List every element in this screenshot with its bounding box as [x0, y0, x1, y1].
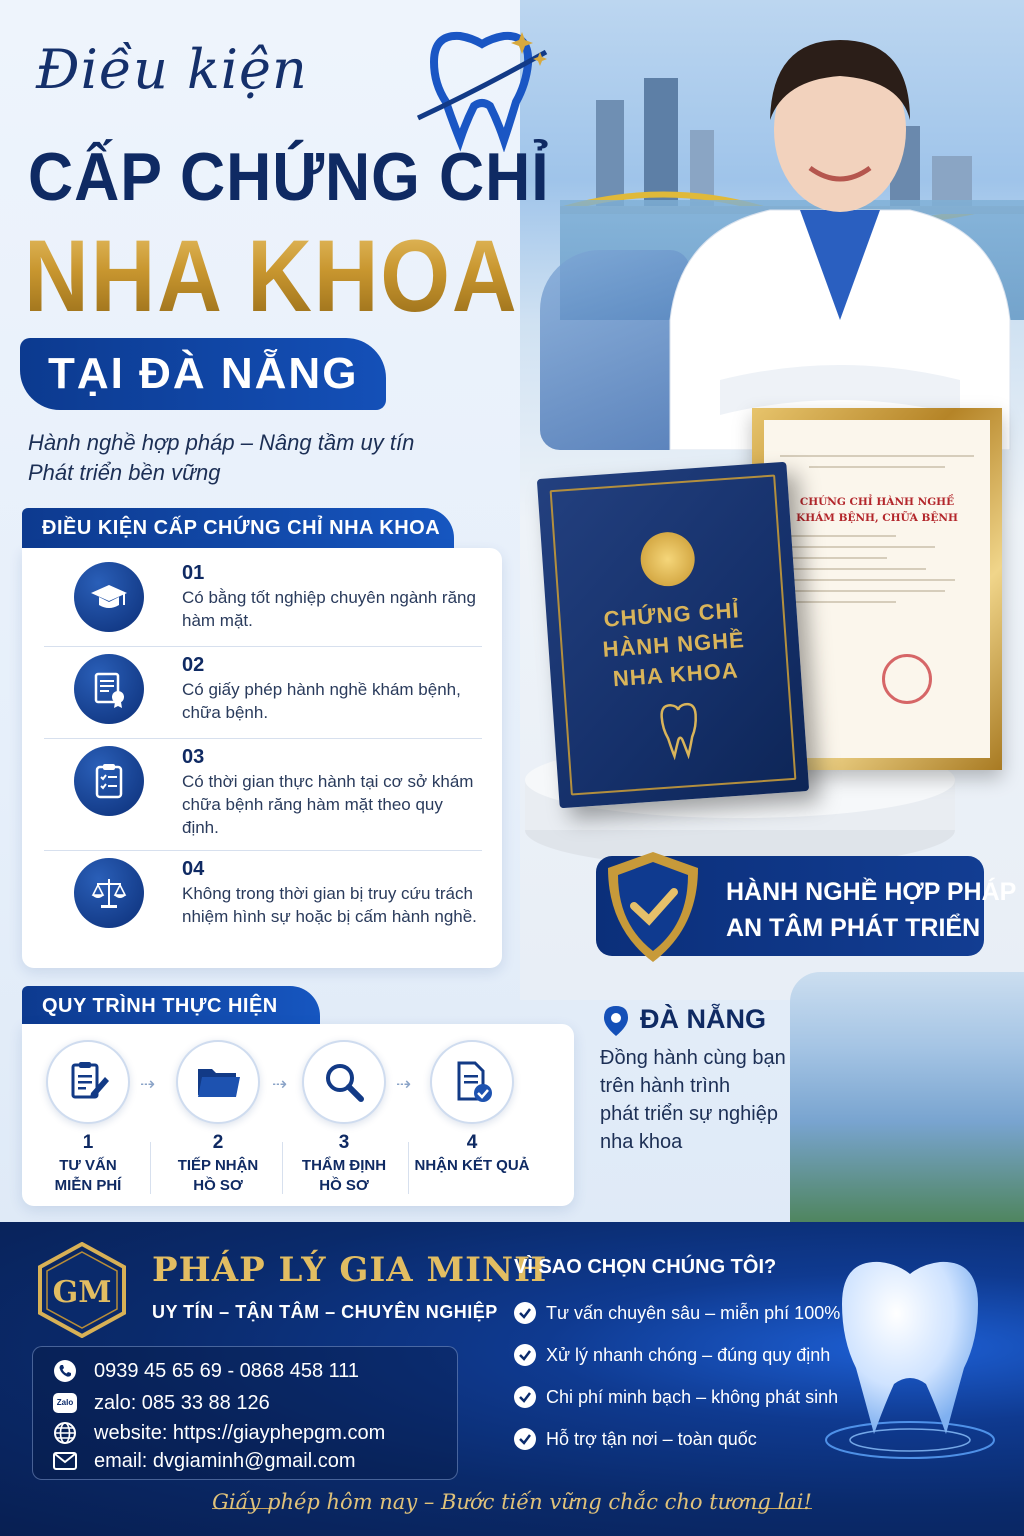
danang-text-line1: Đồng hành cùng bạn [600, 1047, 786, 1069]
globe-icon [52, 1420, 78, 1446]
contact-text: email: dvgiaminh@gmail.com [94, 1449, 356, 1472]
condition-text: Có giấy phép hành nghề khám bệnh, chữa bệnh. [182, 680, 461, 722]
condition-text: Có thời gian thực hành tại cơ sở khám chữa bệnh răng hàm mặt theo quy định. [182, 772, 474, 837]
arrow-right-icon: ⇢ [396, 1074, 412, 1094]
why-item-text: Hỗ trợ tận nơi – toàn quốc [546, 1428, 757, 1449]
step-label-line1: TƯ VẤN [59, 1157, 117, 1174]
why-item-text: Chi phí minh bạch – không phát sinh [546, 1386, 839, 1407]
danang-text-line2: trên hành trình [600, 1075, 731, 1097]
location-text: TẠI ĐÀ NẴNG [48, 349, 359, 398]
magnifier-icon [302, 1040, 386, 1124]
book-title-line3: NHA KHOA [612, 657, 740, 692]
location-banner [20, 338, 386, 410]
danang-text-line3: phát triển sự nghiệp [600, 1103, 778, 1125]
glowing-tooth-icon [820, 1244, 1000, 1464]
certificate-header-lines [780, 455, 974, 468]
condition-text: Có bằng tốt nghiệp chuyên ngành răng hàm mặt. [182, 588, 476, 630]
arrow-right-icon: ⇢ [140, 1074, 156, 1094]
dentist-photo [660, 20, 1020, 450]
phone-icon [52, 1358, 78, 1384]
why-item [514, 1386, 838, 1408]
step-label-line2: HỒ SƠ [193, 1177, 243, 1194]
step-label [28, 1156, 148, 1196]
divider [150, 1142, 151, 1194]
condition-number: 02 [182, 654, 205, 676]
why-choose-title: VÌ SAO CHỌN CHÚNG TÔI? [514, 1256, 777, 1278]
check-circle-icon [514, 1386, 536, 1408]
certificate-book [537, 462, 809, 809]
folder-icon [176, 1040, 260, 1124]
badge-text [726, 874, 1016, 946]
mail-icon [52, 1448, 78, 1474]
tooth-logo-icon [412, 22, 552, 152]
contact-text: 0939 45 65 69 - 0868 458 111 [94, 1359, 360, 1382]
why-item [514, 1302, 840, 1324]
step-label-line1: TIẾP NHẬN [177, 1157, 259, 1174]
certificate-body-lines [780, 535, 974, 603]
why-item-text: Tư vấn chuyên sâu – miễn phí 100% [546, 1302, 841, 1323]
step-label-line1: NHẬN KẾT QUẢ [414, 1157, 530, 1174]
step-number: 3 [338, 1132, 350, 1153]
main-title-line1: CẤP CHỨNG CHỈ [28, 139, 550, 215]
contact-text: zalo: 085 33 88 126 [94, 1391, 270, 1414]
divider [44, 646, 482, 647]
certificate-title-line2: KHÁM BỆNH, CHỮA BỆNH [796, 512, 958, 524]
danang-text-line4: nha khoa [600, 1131, 683, 1153]
process-step-4 [412, 1040, 532, 1176]
why-item [514, 1428, 757, 1450]
footer-slogan: Giấy phép hôm nay – Bước tiến vững chắc cho tương lai! [212, 1490, 812, 1514]
why-item [514, 1344, 830, 1366]
gm-logo-text: GM [52, 1275, 112, 1310]
book-title-line2: HÀNH NGHỀ [601, 627, 746, 662]
shield-check-icon [600, 848, 706, 968]
step-number: 1 [82, 1132, 94, 1153]
step-label-line1: THẨM ĐỊNH [301, 1157, 387, 1174]
zalo-icon-label: Zalo [53, 1393, 77, 1413]
condition-number: 04 [182, 858, 205, 880]
why-item-text: Xử lý nhanh chóng – đúng quy định [546, 1344, 831, 1365]
step-number: 2 [212, 1132, 224, 1153]
condition-number: 01 [182, 562, 205, 584]
graduation-cap-icon [74, 562, 144, 632]
tagline-line1: Hành nghề hợp pháp – Nâng tầm uy tín [28, 430, 415, 455]
brand-slogan: UY TÍN – TẬN TÂM – CHUYÊN NGHIỆP [152, 1302, 498, 1322]
gm-logo-icon [34, 1242, 130, 1338]
step-label [158, 1156, 278, 1196]
contact-zalo[interactable] [52, 1390, 270, 1416]
brand-name: PHÁP LÝ GIA MINH [152, 1250, 548, 1290]
check-circle-icon [514, 1344, 536, 1366]
location-pin-icon [602, 1004, 630, 1038]
danang-text [600, 1044, 786, 1156]
document-check-icon [430, 1040, 514, 1124]
contact-website[interactable] [52, 1420, 385, 1446]
contact-phone[interactable] [52, 1358, 359, 1384]
divider [44, 850, 482, 851]
divider [44, 738, 482, 739]
step-number: 4 [466, 1132, 478, 1153]
divider [408, 1142, 409, 1194]
badge-line1: HÀNH NGHỀ HỢP PHÁP [726, 878, 1017, 906]
danang-title: ĐÀ NẴNG [640, 1004, 766, 1034]
badge-line2: AN TÂM PHÁT TRIỂN [726, 914, 981, 942]
process-heading: QUY TRÌNH THỰC HIỆN [22, 986, 320, 1026]
check-circle-icon [514, 1302, 536, 1324]
process-step-1 [28, 1040, 148, 1196]
step-label-line2: HỒ SƠ [319, 1177, 369, 1194]
step-label [412, 1156, 532, 1176]
conditions-heading: ĐIỀU KIỆN CẤP CHỨNG CHỈ NHA KHOA [22, 508, 454, 548]
contact-text: website: https://giayphepgm.com [94, 1421, 386, 1444]
scales-icon [74, 858, 144, 928]
main-title-line2: NHA KHOA [24, 219, 519, 333]
danang-city-photo [790, 972, 1024, 1222]
zalo-icon [52, 1390, 78, 1416]
red-stamp-icon [882, 654, 932, 704]
process-step-3 [284, 1040, 404, 1196]
book-title-line1: CHỨNG CHỈ [602, 597, 741, 632]
condition-text: Không trong thời gian bị truy cứu trách nhiệm hình sự hoặc bị cấm hành nghề. [182, 884, 477, 926]
step-label [284, 1156, 404, 1196]
script-title: Điều kiện [36, 38, 308, 101]
clipboard-icon [74, 746, 144, 816]
certificate-title [780, 494, 974, 526]
condition-number: 03 [182, 746, 205, 768]
step-label-line2: MIỄN PHÍ [54, 1177, 122, 1194]
certificate-title-line1: CHỨNG CHỈ HÀNH NGHỀ [799, 496, 955, 508]
divider [282, 1142, 283, 1194]
book-border [550, 474, 797, 795]
process-step-2 [158, 1040, 278, 1196]
conditions-panel [22, 548, 502, 968]
edit-document-icon [46, 1040, 130, 1124]
certificate-icon [74, 654, 144, 724]
arrow-right-icon: ⇢ [272, 1074, 288, 1094]
contact-email[interactable] [52, 1448, 356, 1474]
check-circle-icon [514, 1428, 536, 1450]
tagline-line2: Phát triển bền vững [28, 460, 221, 485]
tagline [28, 428, 414, 488]
